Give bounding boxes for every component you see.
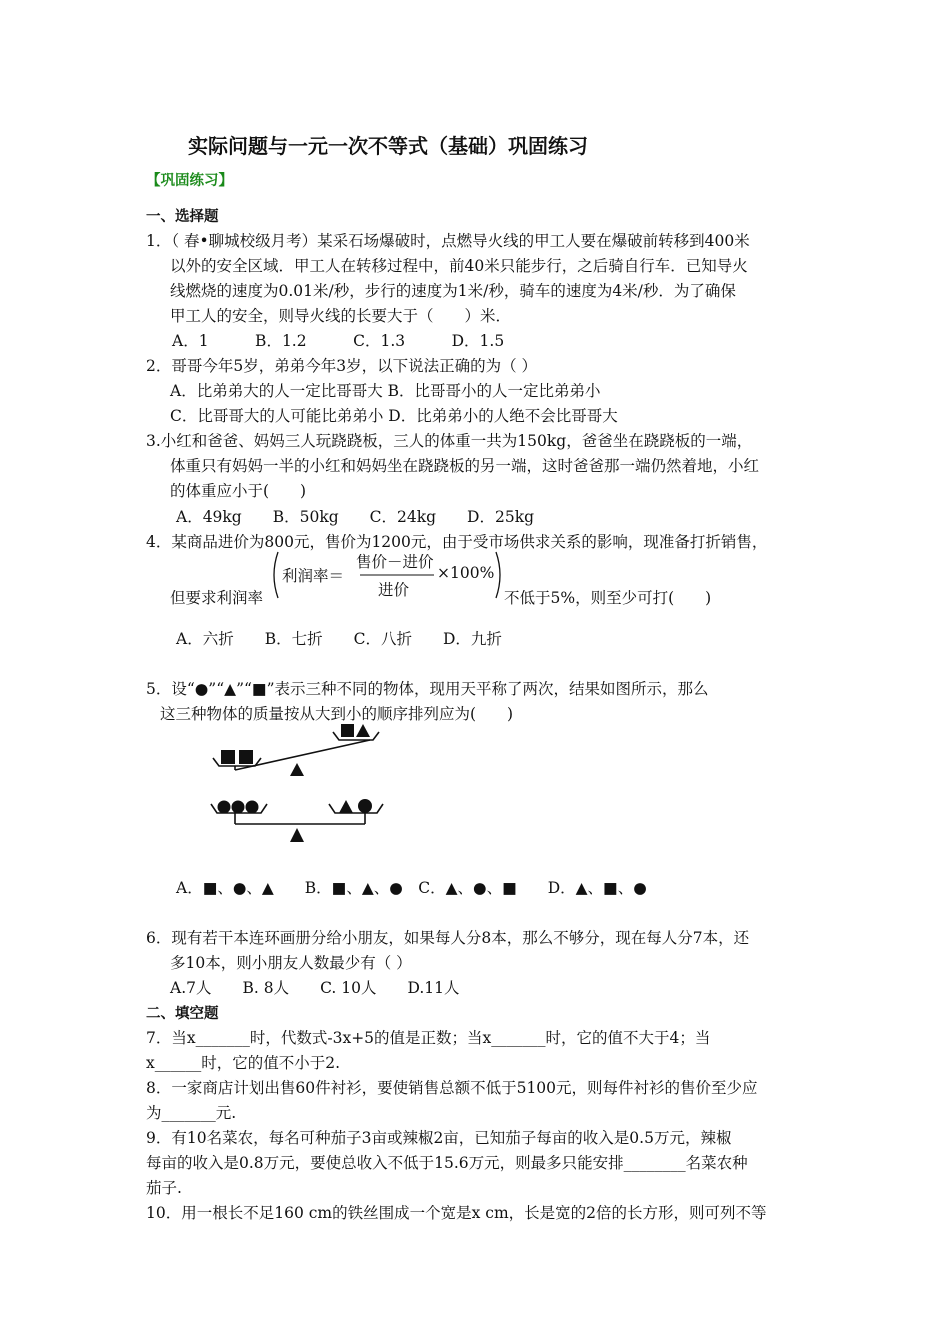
q4-line1: 4．某商品进价为800元，售价为1200元，由于受市场供求关系的影响，现准备打折销售，	[146, 533, 768, 551]
square-icon	[221, 750, 235, 764]
q5-options: A．■、●、▲ B．■、▲、● C．▲、●、■ D．▲、■、●	[176, 879, 647, 897]
fulcrum-triangle	[290, 763, 304, 776]
q1-line4: 甲工人的安全，则导火线的长要大于（ ）米．	[170, 307, 512, 325]
formula-lhs: 利润率＝	[282, 567, 345, 585]
triangle-icon	[356, 724, 370, 737]
q1-line2: 以外的安全区域．甲工人在转移过程中，前40米只能步行，之后骑自行车．已知导火	[170, 257, 748, 275]
balance-figure	[205, 718, 405, 848]
q7-line2: x______时，它的值不小于2.	[146, 1054, 341, 1072]
circle-icon	[246, 801, 259, 814]
balance-2	[211, 799, 383, 842]
fulcrum-triangle	[290, 828, 304, 842]
q9-line3: 茄子.	[146, 1179, 182, 1197]
formula-denominator: 进价	[378, 581, 410, 599]
section-heading-fill: 二、填空题	[146, 1006, 219, 1022]
q3-line1: 3.小红和爸爸、妈妈三人玩跷跷板，三人的体重一共为150kg，爸爸坐在跷跷板的一端，	[146, 432, 753, 450]
triangle-icon	[339, 800, 353, 813]
q3-options: A．49kg B．50kg C．24kg D．25kg	[176, 508, 535, 526]
q8-line2: 为_______元.	[146, 1104, 237, 1122]
q6-line2: 多10本，则小朋友人数最少有（ ）	[170, 954, 412, 972]
q5-line2: 这三种物体的质量按从大到小的顺序排列应为( )	[160, 705, 514, 723]
q5-line1: 5．设“●”“▲”“■”表示三种不同的物体，现用天平称了两次，结果如图所示，那么	[146, 680, 709, 698]
q2-options-ab: A．比弟弟大的人一定比哥哥大 B．比哥哥小的人一定比弟弟小	[170, 382, 601, 400]
square-icon	[341, 724, 354, 737]
formula-times: ×100%	[437, 564, 495, 582]
section-tag: 【巩固练习】	[146, 173, 233, 189]
q9-line1: 9．有10名菜农，每名可种茄子3亩或辣椒2亩，已知茄子每亩的收入是0.5万元，辣椒	[146, 1129, 732, 1147]
section-heading-choice: 一、选择题	[146, 209, 219, 225]
q2-options-cd: C．比哥哥大的人可能比弟弟小 D．比弟弟小的人绝不会比哥哥大	[170, 407, 618, 425]
q4-post: 不低于5%，则至少可打( )	[504, 589, 712, 607]
circle-icon	[218, 801, 231, 814]
q10-line1: 10．用一根长不足160 cm的铁丝围成一个宽是x cm，长是宽的2倍的长方形，则可列不等	[146, 1204, 767, 1222]
q7-line1: 7．当x_______时，代数式-3x+5的值是正数；当x_______时，它的值不大于4；当	[146, 1029, 711, 1047]
circle-icon	[358, 799, 372, 813]
page-title: 实际问题与一元一次不等式（基础）巩固练习	[188, 134, 588, 158]
square-icon	[239, 750, 253, 764]
q2-line1: 2．哥哥今年5岁，弟弟今年3岁，以下说法正确的为（ ）	[146, 357, 538, 375]
q1-line3: 线燃烧的速度为0.01米/秒，步行的速度为1米/秒，骑车的速度为4米/秒．为了确保	[170, 282, 736, 300]
q3-line2: 体重只有妈妈一半的小红和妈妈坐在跷跷板的另一端，这时爸爸那一端仍然着地，小红	[170, 457, 760, 475]
q6-options: A.7人 B. 8人 C. 10人 D.11人	[170, 979, 460, 997]
q4-options: A．六折 B．七折 C．八折 D．九折	[176, 630, 502, 648]
q6-line1: 6．现有若干本连环画册分给小朋友，如果每人分8本，那么不够分，现在每人分7本，还	[146, 929, 750, 947]
q4-pre: 但要求利润率	[170, 589, 264, 607]
q3-line3: 的体重应小于( )	[170, 482, 307, 500]
q1-line1: 1．（ 春•聊城校级月考）某采石场爆破时，点燃导火线的甲工人要在爆破前转移到400米	[146, 232, 750, 250]
q8-line1: 8．一家商店计划出售60件衬衫，要使销售总额不低于5100元，则每件衬衫的售价至少应	[146, 1079, 758, 1097]
q9-line2: 每亩的收入是0.8万元，要使总收入不低于15.6万元，则最多只能安排________名菜农种	[146, 1154, 748, 1172]
q1-options: A．1 B．1.2 C．1.3 D．1.5	[172, 332, 505, 350]
balance-1	[213, 724, 379, 776]
circle-icon	[232, 801, 245, 814]
formula-numerator: 售价－进价	[356, 553, 434, 571]
